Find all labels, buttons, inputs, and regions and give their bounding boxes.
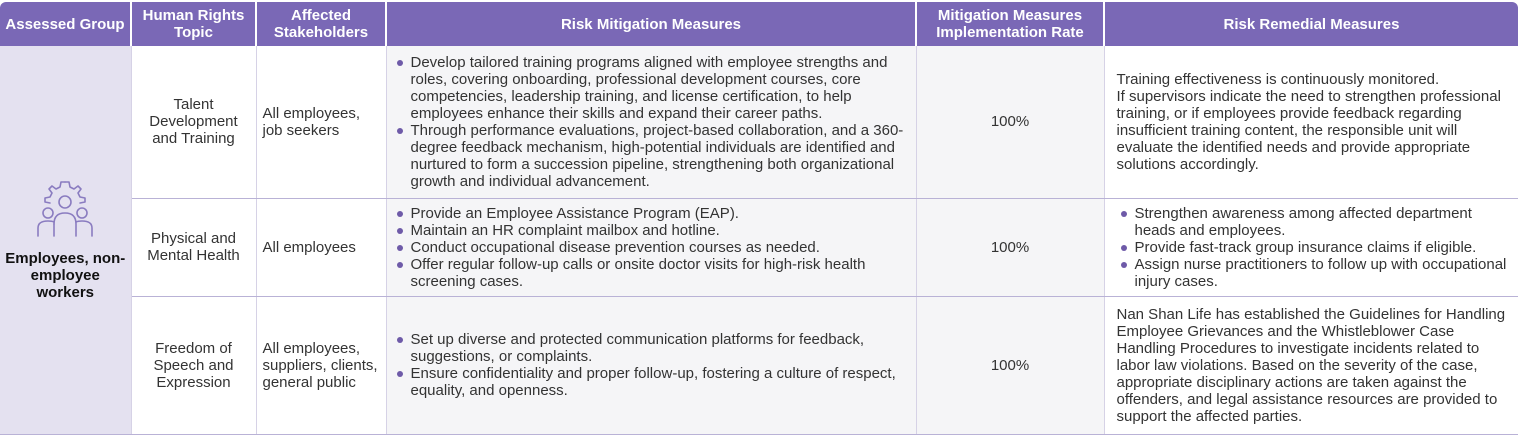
list-item: Conduct occupational disease prevention courses as needed. xyxy=(411,239,910,256)
people-gear-icon xyxy=(4,178,127,240)
mitigation-cell xyxy=(386,198,916,296)
header-implementation-rate: Mitigation Measures Implementation Rate xyxy=(916,2,1104,46)
list-item: Provide fast-track group insurance claims if eligible. xyxy=(1135,239,1513,256)
stakeholders-cell: All employees xyxy=(256,198,386,296)
header-human-rights-topic: Human Rights Topic xyxy=(131,2,256,46)
header-risk-remedial: Risk Remedial Measures xyxy=(1104,2,1518,46)
remedial-list xyxy=(1117,205,1513,290)
remedial-text: Nan Shan Life has established the Guidelines for Handling Employee Grievances and the Whistleblower Case Handling Procedures to investigate incidents related to labor law violations. Based on the severity of the case, appropriate disciplinary actions are taken against the offenders, and legal assistance resources are provided to support the affected parties. xyxy=(1116,305,1506,425)
mitigation-list xyxy=(393,54,910,190)
table-row xyxy=(0,198,1518,296)
assessed-group-label: Employees, non-employee workers xyxy=(5,250,126,302)
topic-cell: Physical and Mental Health xyxy=(131,198,256,296)
list-item: Maintain an HR complaint mailbox and hotline. xyxy=(411,222,910,239)
table-row xyxy=(0,296,1518,434)
remedial-cell xyxy=(1104,46,1518,198)
implementation-rate-cell: 100% xyxy=(916,296,1104,434)
list-item: Develop tailored training programs aligned with employee strengths and roles, covering onboarding, professional development courses, core competencies, leadership training, and license certification, to help employees enhance their skills and expand their career paths. xyxy=(411,54,910,122)
assessed-group-cell xyxy=(0,46,131,434)
list-item: Ensure confidentiality and proper follow-up, fostering a culture of respect, equality, and openness. xyxy=(411,365,910,399)
mitigation-cell xyxy=(386,46,916,198)
list-item: Assign nurse practitioners to follow up with occupational injury cases. xyxy=(1135,256,1513,290)
table-row xyxy=(0,46,1518,198)
list-item: Through performance evaluations, project-based collaboration, and a 360-degree feedback mechanism, high-potential individuals are identified and nurtured to form a succession pipeline, strengthening both organizational growth and individual advancement. xyxy=(411,122,910,190)
stakeholders-cell: All employees, suppliers, clients, general public xyxy=(256,296,386,434)
remedial-text: Training effectiveness is continuously monitored. If supervisors indicate the need to strengthen professional training, or if employees provide feedback regarding insufficient training content, the responsible unit will evaluate the identified needs and provide appropriate solutions accordingly. xyxy=(1116,70,1501,173)
mitigation-list xyxy=(393,205,910,290)
topic-cell: Freedom of Speech and Expression xyxy=(131,296,256,434)
implementation-rate-cell: 100% xyxy=(916,198,1104,296)
list-item: Set up diverse and protected communication platforms for feedback, suggestions, or complaints. xyxy=(411,331,910,365)
implementation-rate-cell: 100% xyxy=(916,46,1104,198)
header-risk-mitigation: Risk Mitigation Measures xyxy=(386,2,916,46)
header-affected-stakeholders: Affected Stakeholders xyxy=(256,2,386,46)
mitigation-list xyxy=(393,331,910,399)
remedial-cell xyxy=(1104,198,1518,296)
human-rights-risk-table xyxy=(0,2,1518,435)
list-item: Provide an Employee Assistance Program (EAP). xyxy=(411,205,910,222)
list-item: Strengthen awareness among affected department heads and employees. xyxy=(1135,205,1513,239)
stakeholders-cell: All employees, job seekers xyxy=(256,46,386,198)
mitigation-cell xyxy=(386,296,916,434)
header-assessed-group: Assessed Group xyxy=(0,2,131,46)
topic-cell: Talent Development and Training xyxy=(131,46,256,198)
list-item: Offer regular follow-up calls or onsite doctor visits for high-risk health screening cases. xyxy=(411,256,910,290)
remedial-cell xyxy=(1104,296,1518,434)
header-row xyxy=(0,2,1518,46)
